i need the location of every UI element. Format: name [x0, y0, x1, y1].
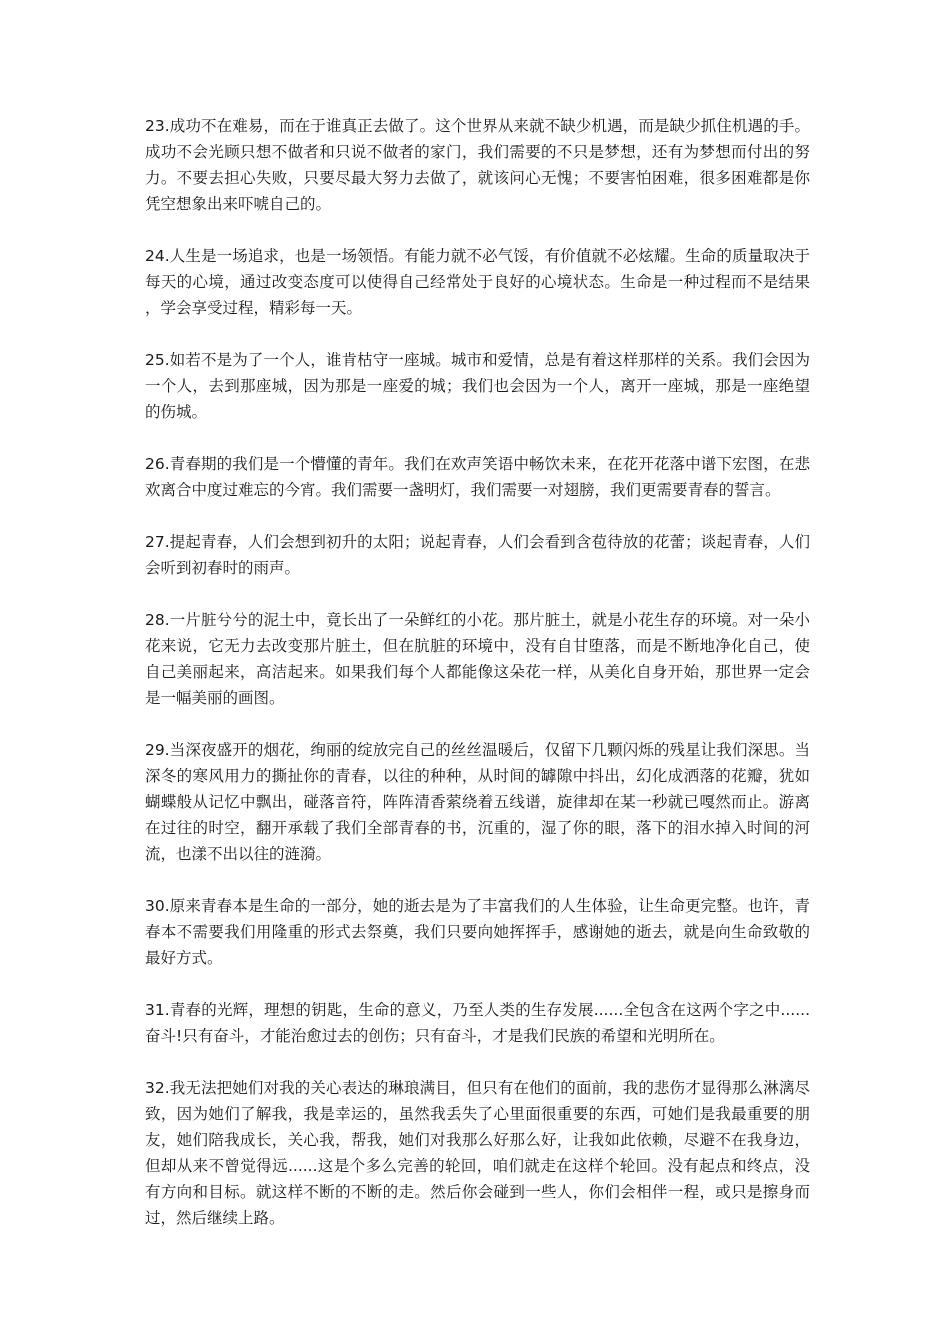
paragraph-30: 30.原来青春本是生命的一部分，她的逝去是为了丰富我们的人生体验，让生命更完整。也许，青春本不需要我们用隆重的形式去祭奠，我们只要向她挥挥手，感谢她的逝去，就是向生命致敬的最好方式。: [145, 897, 810, 967]
paragraph-27: 27.提起青春，人们会想到初升的太阳；说起青春，人们会看到含苞待放的花蕾；谈起青春，人们会听到初春时的雨声。: [145, 533, 810, 577]
document-body: [145, 113, 810, 1257]
paragraph-32: 32.我无法把她们对我的关心表达的琳琅满目，但只有在他们的面前，我的悲伤才显得那么淋漓尽致，因为她们了解我，我是幸运的，虽然我丢失了心里面很重要的东西，可她们是我最重要的朋友，她们陪我成长，关心我，帮我，她们对我那么好那么好，让我如此依赖，尽避不在我身边，但却从来不曾觉得远......这是个多么完善的轮回，咱们就走在这样个轮回。没有起点和终点，没有方向和目标。就这样不断的不断的走。然后你会碰到一些人，你们会相伴一程，或只是擦身而过，然后继续上路。: [145, 1079, 810, 1227]
paragraph-28: 28.一片脏兮兮的泥土中，竟长出了一朵鲜红的小花。那片脏土，就是小花生存的环境。对一朵小花来说，它无力去改变那片脏土，但在肮脏的环境中，没有自甘堕落，而是不断地净化自己，使自己美丽起来，高洁起来。如果我们每个人都能像这朵花一样，从美化自身开始，那世界一定会是一幅美丽的画图。: [145, 611, 810, 707]
paragraph-24: 24.人生是一场追求，也是一场领悟。有能力就不必气馁，有价值就不必炫耀。生命的质量取决于每天的心境，通过改变态度可以使得自己经常处于良好的心境状态。生命是一种过程而不是结果，学会享受过程，精彩每一天。: [145, 247, 810, 317]
paragraph-26: 26.青春期的我们是一个懵懂的青年。我们在欢声笑语中畅饮未来，在花开花落中谱下宏图，在悲欢离合中度过难忘的今宵。我们需要一盏明灯，我们需要一对翅膀，我们更需要青春的誓言。: [145, 455, 810, 499]
paragraph-23: 23.成功不在难易，而在于谁真正去做了。这个世界从来就不缺少机遇，而是缺少抓住机遇的手。成功不会光顾只想不做者和只说不做者的家门，我们需要的不只是梦想，还有为梦想而付出的努力。不要去担心失败，只要尽最大努力去做了，就该问心无愧；不要害怕困难，很多困难都是你凭空想象出来吓唬自己的。: [145, 117, 810, 213]
paragraph-31: 31.青春的光辉，理想的钥匙，生命的意义，乃至人类的生存发展......全包含在这两个字之中......奋斗!只有奋斗，才能治愈过去的创伤；只有奋斗，才是我们民族的希望和光明所在。: [145, 1001, 810, 1045]
paragraph-29: 29.当深夜盛开的烟花，绚丽的绽放完自己的丝丝温暖后，仅留下几颗闪烁的残星让我们深思。当深冬的寒风用力的撕扯你的青春，以往的种种，从时间的罅隙中抖出，幻化成洒落的花瓣，犹如蝴蝶般从记忆中飘出，碰落音符，阵阵清香萦绕着五线谱，旋律却在某一秒就已嘎然而止。游离在过往的时空，翻开承载了我们全部青春的书，沉重的，湿了你的眼，落下的泪水掉入时间的河流，也漾不出以往的涟漪。: [145, 741, 810, 863]
paragraph-25: 25.如若不是为了一个人，谁肯枯守一座城。城市和爱情，总是有着这样那样的关系。我们会因为一个人，去到那座城，因为那是一座爱的城；我们也会因为一个人，离开一座城，那是一座绝望的伤城。: [145, 351, 810, 421]
